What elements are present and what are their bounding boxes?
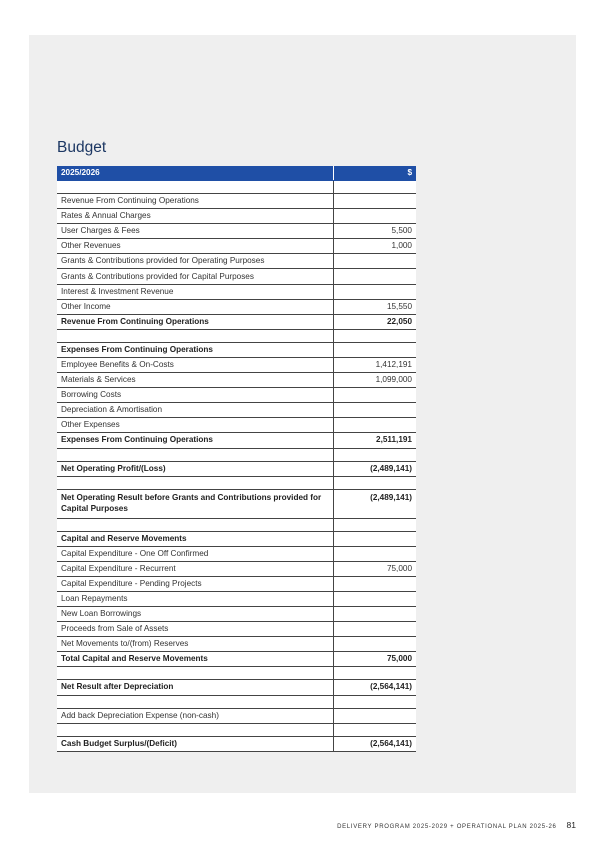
row-value: 1,412,191 [333, 357, 416, 372]
row-value [333, 576, 416, 591]
table-row [57, 194, 416, 209]
row-label: Employee Benefits & On-Costs [57, 357, 333, 372]
row-label [57, 518, 333, 531]
row-value [333, 546, 416, 561]
row-label [57, 667, 333, 680]
row-label: Total Capital and Reserve Movements [57, 652, 333, 667]
row-value [333, 418, 416, 433]
row-label [57, 448, 333, 461]
table-row [57, 239, 416, 254]
table-row [57, 254, 416, 269]
row-label: Borrowing Costs [57, 388, 333, 403]
page-footer [337, 820, 576, 830]
row-label: Expenses From Continuing Operations [57, 342, 333, 357]
row-label: Cash Budget Surplus/(Deficit) [57, 736, 333, 751]
row-value [333, 342, 416, 357]
table-row [57, 373, 416, 388]
row-label: Add back Depreciation Expense (non-cash) [57, 708, 333, 723]
row-value [333, 723, 416, 736]
table-row [57, 209, 416, 224]
row-label: Expenses From Continuing Operations [57, 433, 333, 448]
row-label: Net Operating Result before Grants and Contributions provided for Capital Purposes [57, 489, 333, 518]
row-label: Rates & Annual Charges [57, 209, 333, 224]
row-value [333, 269, 416, 284]
table-row [57, 680, 416, 695]
table-spacer-row [57, 723, 416, 736]
row-value [333, 607, 416, 622]
table-row [57, 736, 416, 751]
table-row [57, 357, 416, 372]
row-value: (2,489,141) [333, 461, 416, 476]
table-row [57, 418, 416, 433]
row-label: Revenue From Continuing Operations [57, 314, 333, 329]
row-value: 75,000 [333, 561, 416, 576]
row-label: New Loan Borrowings [57, 607, 333, 622]
table-row [57, 546, 416, 561]
row-value [333, 448, 416, 461]
table-row [57, 342, 416, 357]
row-value: (2,489,141) [333, 489, 416, 518]
row-value [333, 531, 416, 546]
table-row [57, 403, 416, 418]
table-body [57, 181, 416, 752]
row-value [333, 637, 416, 652]
row-label: Other Expenses [57, 418, 333, 433]
row-label [57, 723, 333, 736]
row-value: 2,511,191 [333, 433, 416, 448]
table-row [57, 299, 416, 314]
table-row [57, 708, 416, 723]
row-label: Capital Expenditure - One Off Confirmed [57, 546, 333, 561]
row-value [333, 284, 416, 299]
page-number: 81 [566, 820, 576, 830]
row-value [333, 181, 416, 194]
table-spacer-row [57, 448, 416, 461]
table-row [57, 433, 416, 448]
table-row [57, 591, 416, 606]
table-row [57, 388, 416, 403]
row-label: Materials & Services [57, 373, 333, 388]
row-value: (2,564,141) [333, 680, 416, 695]
row-label: Other Income [57, 299, 333, 314]
row-label: Capital Expenditure - Recurrent [57, 561, 333, 576]
page-title: Budget [57, 139, 107, 156]
table-row [57, 622, 416, 637]
table-header-row [57, 166, 416, 181]
table-spacer-row [57, 695, 416, 708]
row-value: (2,564,141) [333, 736, 416, 751]
row-label [57, 329, 333, 342]
row-label: Revenue From Continuing Operations [57, 194, 333, 209]
row-value [333, 209, 416, 224]
row-label: Net Result after Depreciation [57, 680, 333, 695]
table-spacer-row [57, 329, 416, 342]
row-value [333, 254, 416, 269]
table-spacer-row [57, 181, 416, 194]
table-row [57, 561, 416, 576]
row-value [333, 194, 416, 209]
row-value: 5,500 [333, 224, 416, 239]
row-value [333, 518, 416, 531]
table-row [57, 607, 416, 622]
row-value [333, 388, 416, 403]
row-value [333, 329, 416, 342]
row-value: 1,099,000 [333, 373, 416, 388]
row-label: Grants & Contributions provided for Operating Purposes [57, 254, 333, 269]
table-row [57, 269, 416, 284]
table-row [57, 531, 416, 546]
row-label: Loan Repayments [57, 591, 333, 606]
row-value [333, 695, 416, 708]
row-label: Interest & Investment Revenue [57, 284, 333, 299]
row-value [333, 708, 416, 723]
table-spacer-row [57, 667, 416, 680]
row-label [57, 181, 333, 194]
row-label: Net Movements to/(from) Reserves [57, 637, 333, 652]
row-label [57, 476, 333, 489]
row-label: User Charges & Fees [57, 224, 333, 239]
row-value: 75,000 [333, 652, 416, 667]
row-label: Proceeds from Sale of Assets [57, 622, 333, 637]
table-row [57, 461, 416, 476]
table-row [57, 637, 416, 652]
row-value [333, 667, 416, 680]
row-value: 15,550 [333, 299, 416, 314]
table-row [57, 489, 416, 518]
footer-text: DELIVERY PROGRAM 2025-2029 + OPERATIONAL PLAN 2025-26 [337, 824, 557, 830]
table-spacer-row [57, 476, 416, 489]
row-label [57, 695, 333, 708]
table-spacer-row [57, 518, 416, 531]
table-row [57, 652, 416, 667]
row-value [333, 622, 416, 637]
row-label: Capital and Reserve Movements [57, 531, 333, 546]
header-currency: $ [333, 166, 416, 181]
row-label: Depreciation & Amortisation [57, 403, 333, 418]
budget-table [57, 166, 416, 752]
table-row [57, 314, 416, 329]
table-row [57, 224, 416, 239]
table-row [57, 284, 416, 299]
row-label: Grants & Contributions provided for Capital Purposes [57, 269, 333, 284]
row-value [333, 591, 416, 606]
row-value: 22,050 [333, 314, 416, 329]
row-label: Other Revenues [57, 239, 333, 254]
header-period: 2025/2026 [57, 166, 333, 181]
row-value [333, 476, 416, 489]
row-value: 1,000 [333, 239, 416, 254]
row-label: Net Operating Profit/(Loss) [57, 461, 333, 476]
row-label: Capital Expenditure - Pending Projects [57, 576, 333, 591]
table-row [57, 576, 416, 591]
row-value [333, 403, 416, 418]
